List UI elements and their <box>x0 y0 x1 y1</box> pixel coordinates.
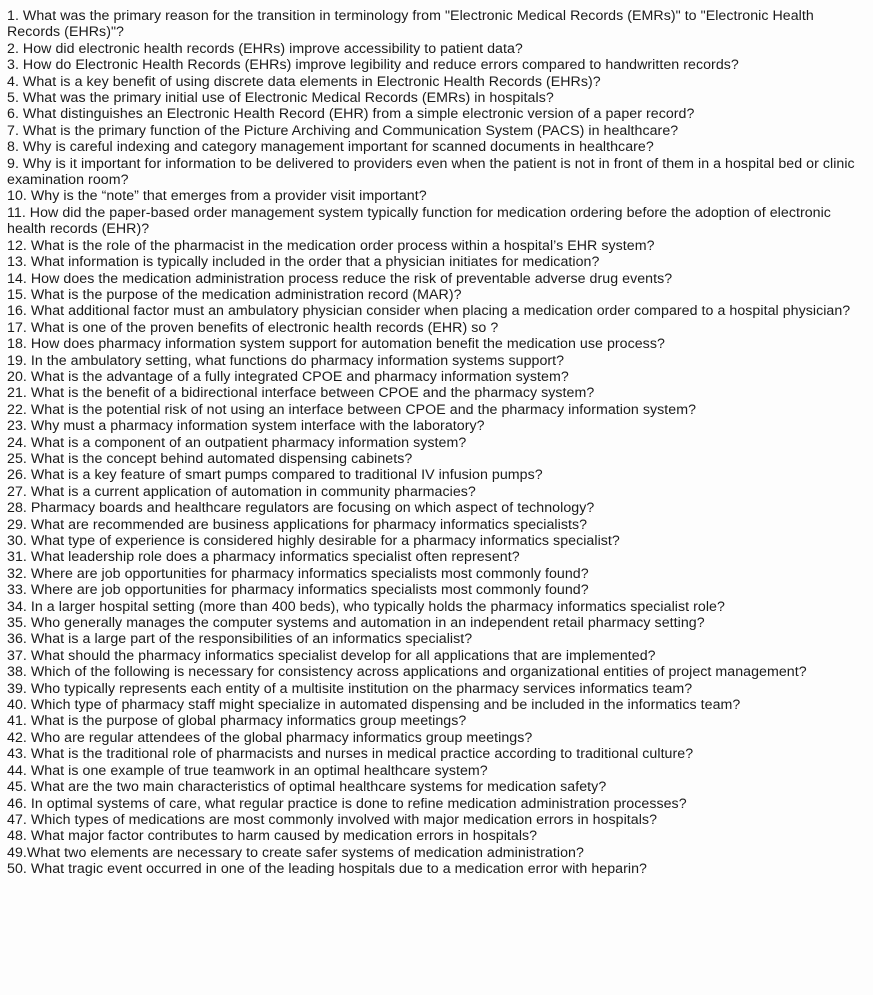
question-item: 4. What is a key benefit of using discrete data elements in Electronic Health Records (EHRs)? <box>7 73 601 90</box>
question-item: 21. What is the benefit of a bidirectional interface between CPOE and the pharmacy system? <box>7 385 595 402</box>
question-item: 20. What is the advantage of a fully integrated CPOE and pharmacy information system? <box>7 368 569 385</box>
question-item: 19. In the ambulatory setting, what functions do pharmacy information systems support? <box>7 352 565 369</box>
question-item: 6. What distinguishes an Electronic Health Record (EHR) from a simple electronic version of a paper record? <box>7 106 695 123</box>
question-item: 13. What information is typically included in the order that a physician initiates for medication? <box>7 254 600 271</box>
question-item: 16. What additional factor must an ambulatory physician consider when placing a medication order compared to a hospital physician? <box>7 303 851 320</box>
question-item: 5. What was the primary initial use of Electronic Medical Records (EMRs) in hospitals? <box>7 90 554 107</box>
question-item: 25. What is the concept behind automated dispensing cabinets? <box>7 450 413 467</box>
question-item: 24. What is a component of an outpatient pharmacy information system? <box>7 434 467 451</box>
question-item: 10. Why is the “note” that emerges from a provider visit important? <box>7 188 427 205</box>
question-item: 45. What are the two main characteristics of optimal healthcare systems for medication safety? <box>7 779 607 796</box>
question-item: 12. What is the role of the pharmacist in the medication order process within a hospital’s EHR system? <box>7 237 655 254</box>
question-item: 17. What is one of the proven benefits of electronic health records (EHR) so ? <box>7 319 499 336</box>
question-item: 30. What type of experience is considered highly desirable for a pharmacy informatics specialist? <box>7 533 620 549</box>
question-item: 27. What is a current application of automation in community pharmacies? <box>7 483 476 500</box>
question-item: 32. Where are job opportunities for pharmacy informatics specialists most commonly found? <box>7 565 589 582</box>
question-item: 37. What should the pharmacy informatics specialist develop for all applications that are implemented? <box>7 647 656 664</box>
question-item: 23. Why must a pharmacy information system interface with the laboratory? <box>7 418 485 435</box>
question-item: 14. How does the medication administration process reduce the risk of preventable adverse drug events? <box>7 270 673 287</box>
question-item: 3. How do Electronic Health Records (EHRs) improve legibility and reduce errors compared to handwritten records? <box>7 57 739 74</box>
question-item: 31. What leadership role does a pharmacy informatics specialist often represent? <box>7 549 520 566</box>
question-item: 43. What is the traditional role of pharmacists and nurses in medical practice according to traditional culture? <box>7 746 694 763</box>
question-item: 28. Pharmacy boards and healthcare regulators are focusing on which aspect of technology? <box>7 500 595 517</box>
question-item: 40. Which type of pharmacy staff might specialize in automated dispensing and be included in the informatics team? <box>7 697 741 714</box>
question-item: 9. Why is it important for information to be delivered to providers even when the patient is not in front of them in a hospital bed or clinic examination room? <box>7 155 855 189</box>
question-item: 26. What is a key feature of smart pumps compared to traditional IV infusion pumps? <box>7 467 543 484</box>
question-item: 35. Who generally manages the computer systems and automation in an independent retail pharmacy setting? <box>7 615 705 632</box>
question-item: 46. In optimal systems of care, what regular practice is done to refine medication administration processes? <box>7 795 687 812</box>
question-item: 11. How did the paper-based order management system typically function for medication ordering before the adoption of electronic health records (EHR)? <box>7 204 831 238</box>
question-item: 34. In a larger hospital setting (more than 400 beds), who typically holds the pharmacy informatics specialist role? <box>7 598 725 615</box>
question-item: 44. What is one example of true teamwork in an optimal healthcare system? <box>7 762 488 779</box>
question-item: 18. How does pharmacy information system support for automation benefit the medication use process? <box>7 336 665 353</box>
question-item: 33. Where are job opportunities for pharmacy informatics specialists most commonly found? <box>7 582 589 599</box>
question-item: 8. Why is careful indexing and category management important for scanned documents in healthcare? <box>7 139 654 156</box>
question-item: 41. What is the purpose of global pharmacy informatics group meetings? <box>7 713 467 730</box>
question-item: 36. What is a large part of the responsibilities of an informatics specialist? <box>7 631 473 648</box>
question-item: 7. What is the primary function of the Picture Archiving and Communication System (PACS) in healthcare? <box>7 122 679 139</box>
question-item: 42. Who are regular attendees of the global pharmacy informatics group meetings? <box>7 729 533 746</box>
question-item: 2. How did electronic health records (EHRs) improve accessibility to patient data? <box>7 40 523 57</box>
question-item: 29. What are recommended are business applications for pharmacy informatics specialists? <box>7 516 588 533</box>
question-item: 1. What was the primary reason for the transition in terminology from "Electronic Medical Records (EMRs)" to "Electronic Health Records (EHRs)"? <box>7 8 814 41</box>
question-item: 50. What tragic event occurred in one of the leading hospitals due to a medication error with heparin? <box>7 861 647 878</box>
question-item: 48. What major factor contributes to harm caused by medication errors in hospitals? <box>7 828 538 845</box>
question-item: 22. What is the potential risk of not using an interface between CPOE and the pharmacy information system? <box>7 401 697 418</box>
question-item: 38. Which of the following is necessary for consistency across applications and organizational entities of project management? <box>7 664 807 681</box>
question-list <box>7 8 867 878</box>
question-item: 39. Who typically represents each entity of a multisite institution on the pharmacy services informatics team? <box>7 680 693 697</box>
question-item: 47. Which types of medications are most commonly involved with major medication errors in hospitals? <box>7 811 658 828</box>
question-item: 49.What two elements are necessary to create safer systems of medication administration? <box>7 844 584 861</box>
question-item: 15. What is the purpose of the medication administration record (MAR)? <box>7 286 462 303</box>
